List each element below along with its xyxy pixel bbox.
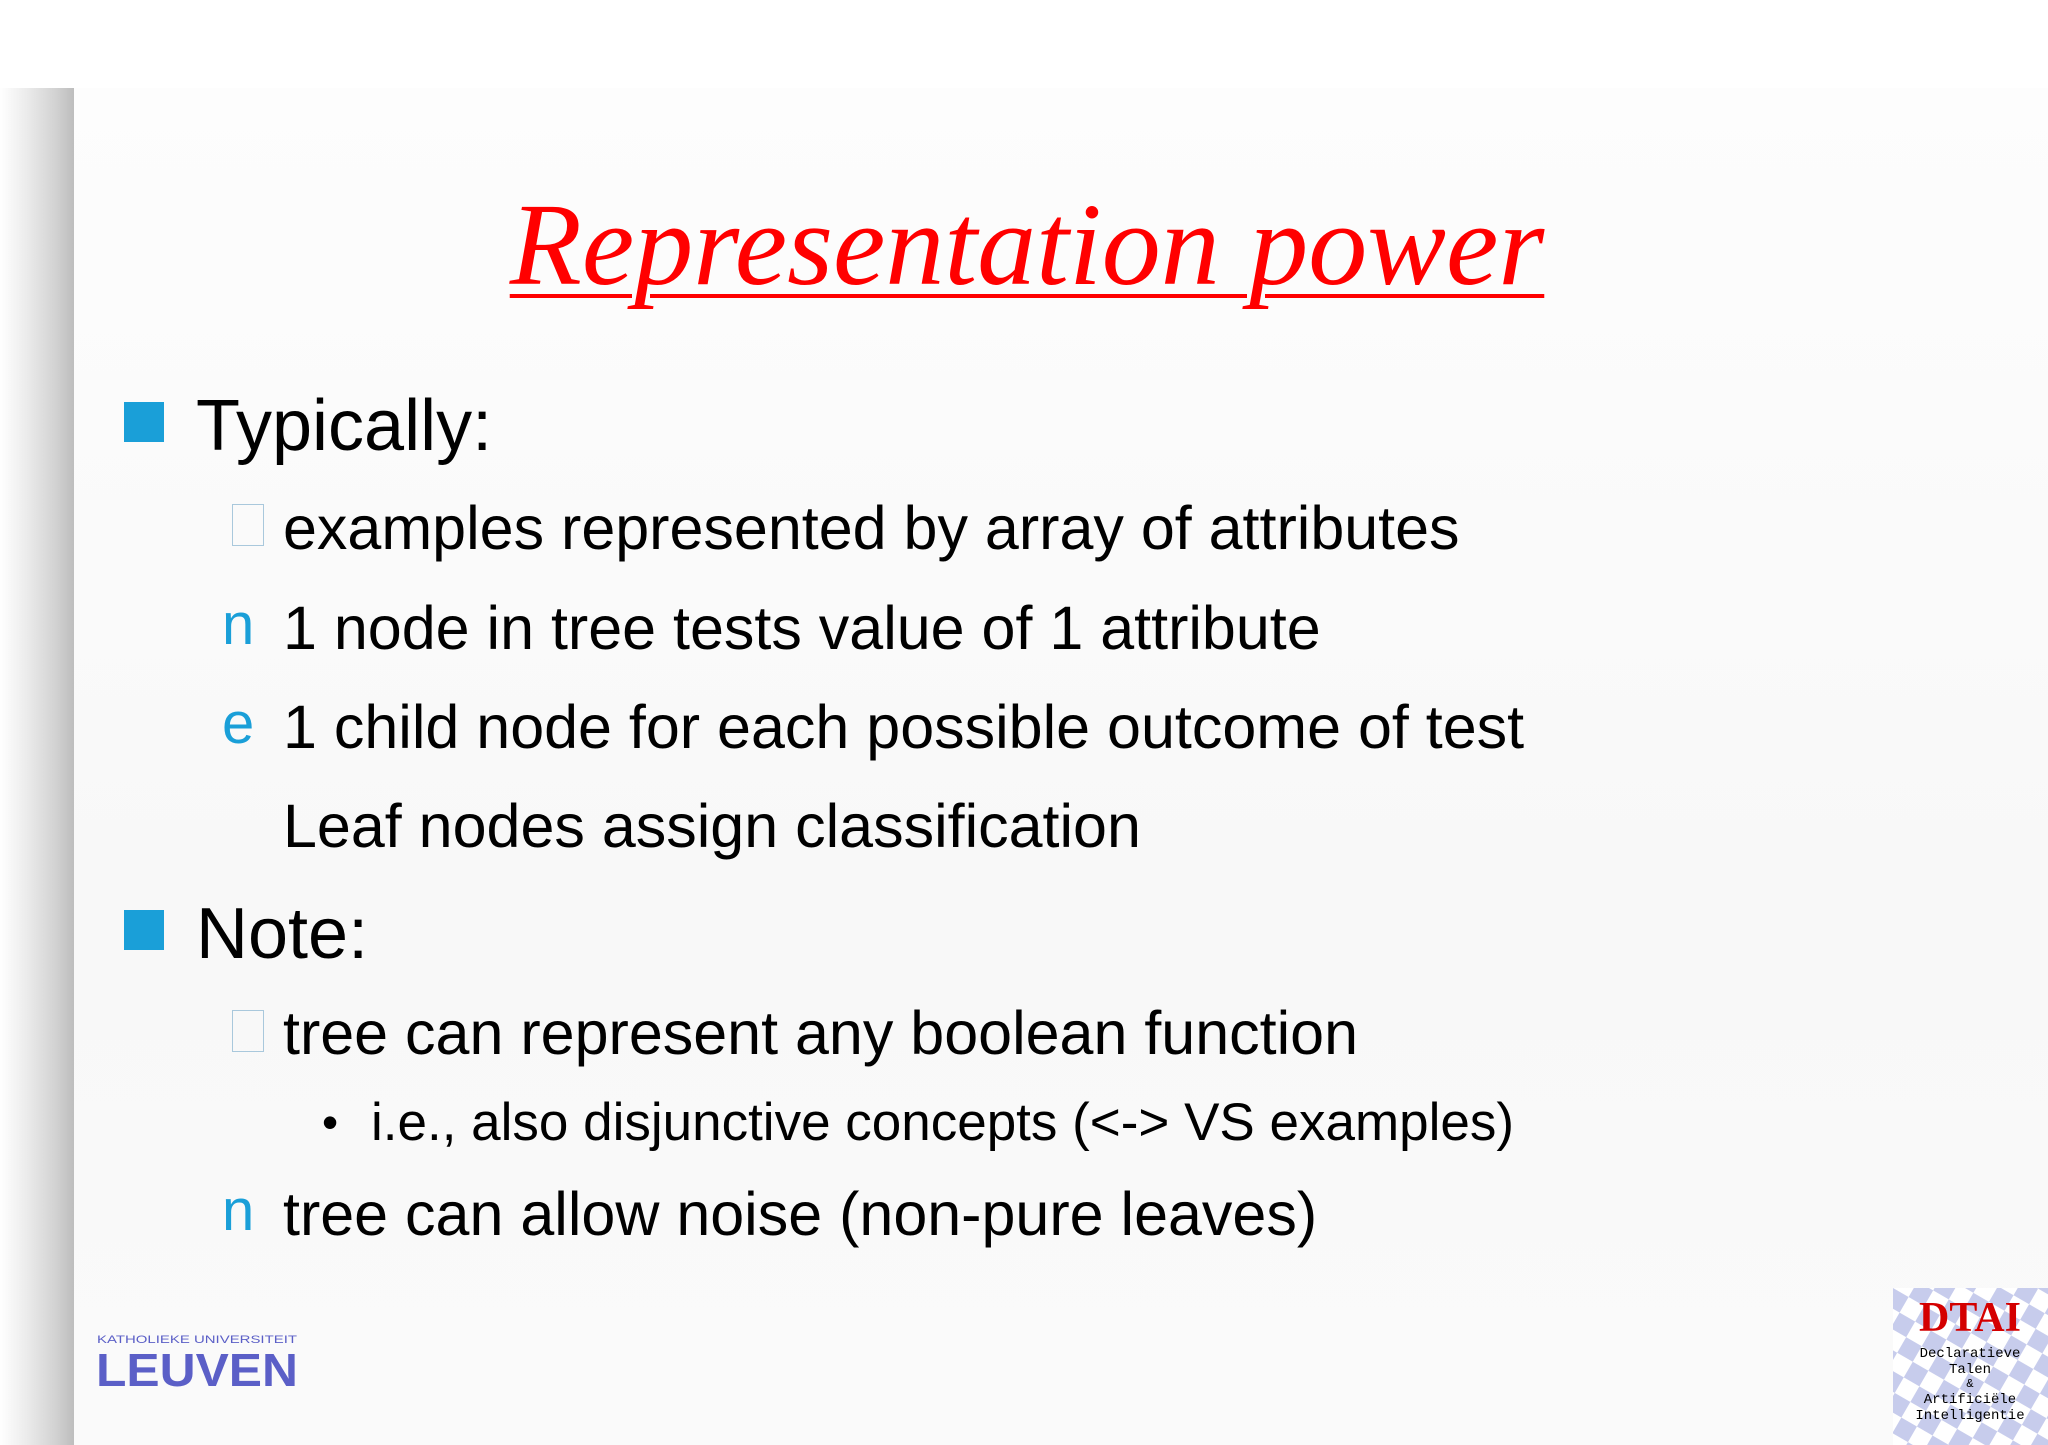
ku-leuven-logo: [96, 1333, 306, 1393]
svg-text:Artificiële: Artificiële: [1923, 1392, 2017, 1408]
svg-text:LEUVEN: LEUVEN: [96, 1344, 298, 1393]
n-bullet-icon: n: [222, 1178, 255, 1243]
list-item: tree can allow noise (non-pure leaves): [283, 1180, 1318, 1248]
square-bullet-icon: [124, 910, 164, 950]
list-item: 1 node in tree tests value of 1 attribute: [283, 594, 1321, 662]
slide-title: Representation power: [509, 179, 1545, 310]
svg-text:DTAI: DTAI: [1919, 1295, 2021, 1341]
square-bullet-icon: [124, 402, 164, 442]
e-bullet-icon: e: [222, 691, 255, 756]
list-item: Leaf nodes assign classification: [283, 792, 1141, 860]
section-heading-typically: Typically:: [196, 386, 493, 466]
svg-text:KATHOLIEKE UNIVERSITEIT: KATHOLIEKE UNIVERSITEIT: [97, 1334, 298, 1346]
list-item: examples represented by array of attributes: [283, 494, 1460, 562]
box-bullet-icon: [232, 1010, 264, 1052]
svg-text:&: &: [1966, 1377, 1974, 1391]
n-bullet-icon: n: [222, 592, 255, 657]
slide: [0, 88, 2048, 1445]
list-item: 1 child node for each possible outcome of test: [283, 693, 1525, 761]
box-bullet-icon: [232, 504, 264, 546]
svg-text:Declaratieve: Declaratieve: [1919, 1346, 2021, 1362]
list-item: tree can represent any boolean function: [283, 999, 1359, 1067]
svg-text:Talen: Talen: [1948, 1362, 1992, 1378]
dtai-logo: [1893, 1288, 2048, 1445]
dot-bullet-icon: •: [322, 1096, 339, 1148]
list-item: i.e., also disjunctive concepts (<-> VS examples): [371, 1093, 1514, 1152]
section-heading-note: Note:: [196, 894, 369, 974]
svg-text:Intelligentie: Intelligentie: [1915, 1408, 2025, 1424]
